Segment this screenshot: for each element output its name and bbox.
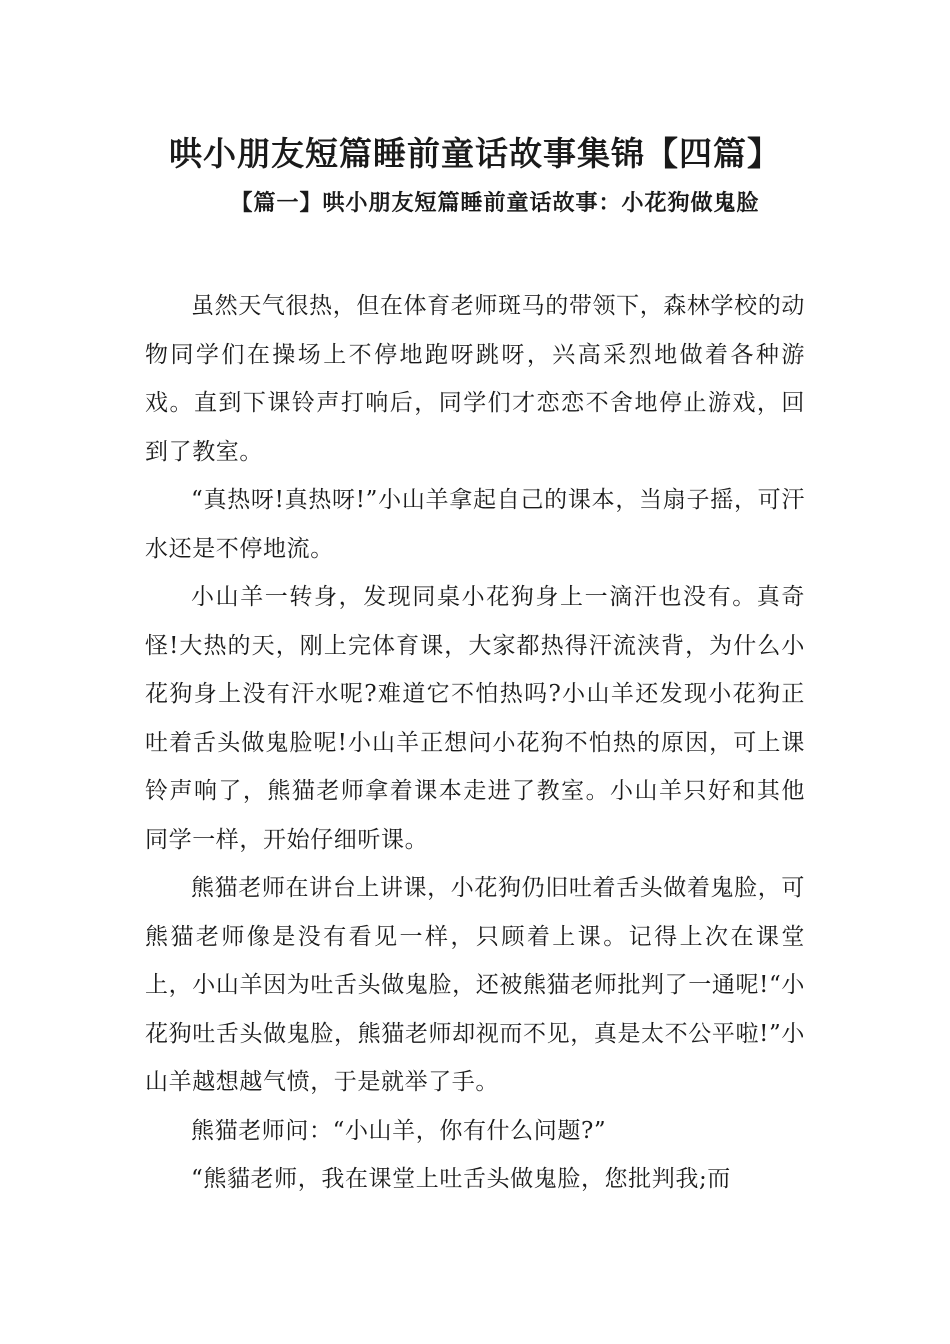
paragraph: “熊貓老师，我在课堂上吐舌头做鬼脸，您批判我;而 (191, 1166, 731, 1192)
section-heading: 【篇一】哄小朋友短篇睡前童话故事：小花狗做鬼脸 (230, 190, 760, 216)
paragraph: 熊猫老师在讲台上讲课，小花狗仍旧吐着舌头做着鬼脸，可熊猫老师像是没有看见一样，只顾着上课。记得上次在课堂上，小山羊因为吐舌头做鬼脸，还被熊猫老师批判了一通呢!“小花狗吐舌头做鬼脸，熊猫老师却视而不见，真是太不公平啦!”小山羊越想越气愤，于是就举了手。 (145, 875, 805, 1095)
paragraph: 熊猫老师问：“小山羊，你有什么问题?” (191, 1117, 607, 1144)
paragraph: 虽然天气很热，但在体育老师斑马的带领下，森林学校的动物同学们在操场上不停地跑呀跳呀，兴高采烈地做着各种游戏。直到下课铃声打响后，同学们才恋恋不舍地停止游戏，回到了教室。 (145, 293, 805, 465)
story-body (145, 282, 805, 1204)
paragraph: “真热呀!真热呀!”小山羊拿起自己的课本，当扇子摇，可汗水还是不停地流。 (145, 487, 805, 562)
document-title: 哄小朋友短篇睡前童话故事集锦【四篇】 (169, 134, 781, 173)
paragraph: 小山羊一转身，发现同桌小花狗身上一滴汗也没有。真奇怪!大热的天，刚上完体育课，大家都热得汗流浃背，为什么小花狗身上没有汗水呢?难道它不怕热吗?小山羊还发现小花狗正吐着舌头做鬼脸呢!小山羊正想问小花狗不怕热的原因，可上课铃声响了，熊猫老师拿着课本走进了教室。小山羊只好和其他同学一样，开始仔细听课。 (145, 584, 805, 853)
